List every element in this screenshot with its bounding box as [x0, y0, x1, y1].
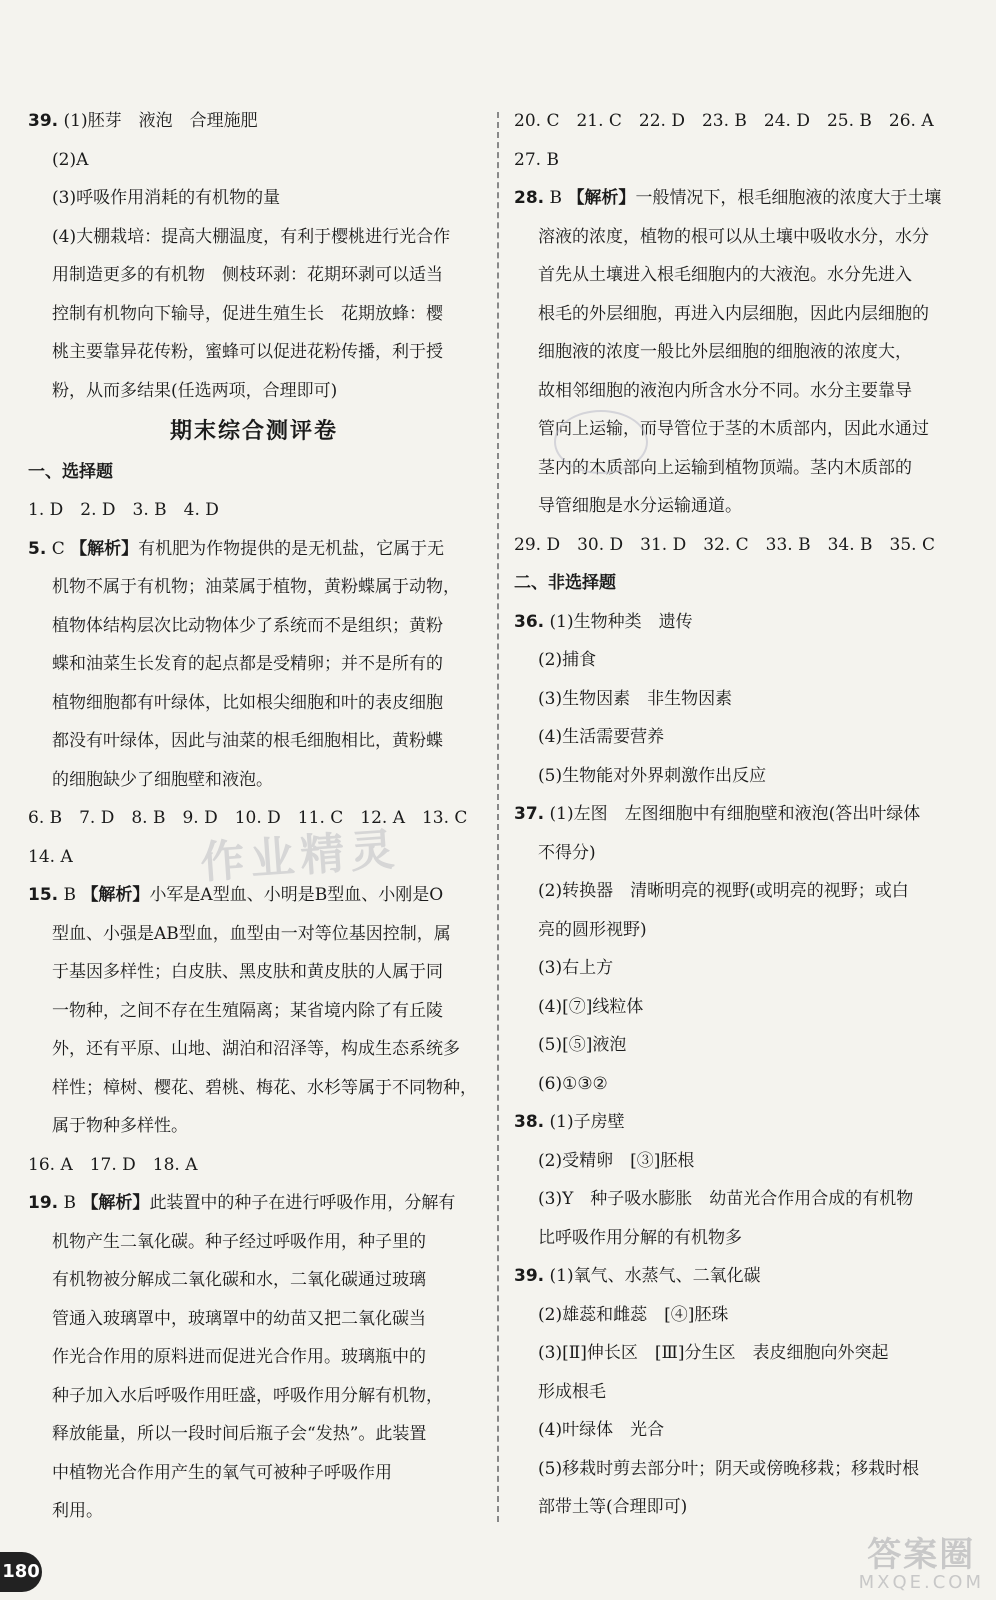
q28-line: 溶液的浓度，植物的根可以从土壤中吸收水分，水分 — [538, 226, 929, 247]
q15-line: 型血、小强是AB型血，血型由一对等位基因控制，属 — [52, 923, 451, 944]
q39-number: 39. — [514, 1266, 545, 1286]
answers-1-4: 1. D 2. D 3. B 4. D — [28, 500, 219, 520]
q5-line: 机物不属于有机物；油菜属于植物，黄粉蝶属于动物， — [52, 577, 460, 597]
q5-answer: C — [51, 538, 65, 559]
q39-left-text: (4)大棚栽培：提高大棚温度，有利于樱桃进行光合作 — [52, 226, 451, 247]
q5-line: 都没有叶绿体，因此与油菜的根毛细胞相比，黄粉蝶 — [52, 731, 443, 751]
q39-line — [514, 1373, 968, 1412]
q39-line — [514, 1334, 968, 1373]
nonchoice-answers — [514, 603, 968, 1527]
q15-number: 15. — [28, 885, 59, 905]
q19-line: 有机物被分解成二氧化碳和水，二氧化碳通过玻璃 — [52, 1270, 426, 1290]
q37-line — [514, 795, 968, 834]
q39-left-text: 粉，从而多结果(任选两项，合理即可) — [52, 380, 338, 401]
q37-text: (5)[⑤]液泡 — [538, 1035, 627, 1055]
q36-number: 36. — [514, 611, 545, 632]
q39-left-text: (2)A — [52, 149, 89, 170]
q39-block — [28, 102, 480, 410]
q15-line: 小军是A型血、小明是B型血、小刚是O — [149, 885, 444, 905]
q19-line: 机物产生二氧化碳。种子经过呼吸作用，种子里的 — [52, 1231, 426, 1252]
q39-left-line — [28, 372, 480, 411]
q15-line: 一物种，之间不存在生殖隔离；某省境内除了有丘陵 — [52, 1000, 443, 1021]
q15-explain-tag: 【解析】 — [81, 885, 150, 905]
q39-left-line — [28, 333, 480, 372]
q28-line: 根毛的外层细胞，再进入内层细胞，因此内层细胞的 — [538, 303, 929, 324]
q38-number: 38. — [514, 1112, 545, 1132]
q5-line: 植物细胞都有叶绿体，比如根尖细胞和叶的表皮细胞 — [52, 692, 443, 713]
q15-line: 于基因多样性；白皮肤、黑皮肤和黄皮肤的人属于同 — [52, 962, 443, 982]
q39-text: 部带土等(合理即可) — [538, 1497, 688, 1517]
q19-line: 种子加入水后呼吸作用旺盛，呼吸作用分解有机物， — [52, 1385, 443, 1406]
q38-line — [514, 1180, 968, 1219]
q28-line: 茎内的木质部向上运输到植物顶端。茎内木质部的 — [538, 457, 912, 478]
q36-text: (1)生物种类 遗传 — [549, 611, 693, 632]
q19-explain-tag: 【解析】 — [81, 1193, 150, 1213]
q19-block — [28, 1184, 480, 1531]
q19-line: 中植物光合作用产生的氧气可被种子呼吸作用 — [52, 1462, 392, 1483]
q5-block — [28, 530, 480, 800]
q39-line — [514, 1257, 968, 1296]
q38-text: (1)子房壁 — [549, 1112, 625, 1132]
q37-text: (1)左图 左图细胞中有细胞壁和液泡(答出叶绿体 — [549, 804, 921, 824]
q37-text: (3)右上方 — [538, 958, 614, 978]
q39-left-text: (3)呼吸作用消耗的有机物的量 — [52, 188, 281, 208]
q37-text: 亮的圆形视野) — [538, 919, 647, 940]
q5-line: 有机肥为作物提供的是无机盐，它属于无 — [138, 538, 445, 559]
q28-answer: B — [549, 188, 563, 208]
q38-line — [514, 1219, 968, 1258]
q5-line: 蝶和油菜生长发育的起点都是受精卵；并不是所有的 — [52, 654, 443, 674]
q15-block — [28, 876, 480, 1146]
page-title: 期末综合测评卷 — [169, 418, 338, 444]
q39-line — [514, 1296, 968, 1335]
q37-line — [514, 949, 968, 988]
q5-line: 植物体结构层次比动物体少了系统而不是组织；黄粉 — [52, 615, 443, 636]
q39-left-line — [28, 256, 480, 295]
answers-14: 14. A — [28, 846, 73, 867]
watermark-cn: 答案圈 — [867, 1535, 976, 1575]
q37-number: 37. — [514, 804, 545, 824]
q39-line — [514, 1450, 968, 1489]
q39-left-line — [28, 179, 480, 218]
q37-text: 不得分) — [538, 842, 596, 863]
q39-left-text: 桃主要靠异花传粉，蜜蜂可以促进花粉传播，利于授 — [52, 342, 443, 362]
q37-line — [514, 1026, 968, 1065]
q19-line: 作光合作用的原料进而促进光合作用。玻璃瓶中的 — [52, 1347, 426, 1367]
q15-line: 样性；樟树、樱花、碧桃、梅花、水杉等属于不同物种， — [52, 1077, 477, 1098]
page-number: 180 — [0, 1552, 42, 1592]
q39-left-text: (1)胚芽 液泡 合理施肥 — [63, 111, 258, 131]
q38-line — [514, 1103, 968, 1142]
q36-line — [514, 603, 968, 642]
q39-left-line — [28, 102, 480, 141]
q37-text: (4)[⑦]线粒体 — [538, 996, 644, 1017]
q38-text: (3)Y 种子吸水膨胀 幼苗光合作用合成的有机物 — [538, 1189, 914, 1209]
q28-explain-tag: 【解析】 — [567, 188, 636, 208]
q28-number: 28. — [514, 188, 545, 208]
q5-number: 5. — [28, 538, 47, 559]
q39-left-number: 39. — [28, 111, 59, 131]
q15-line: 属于物种多样性。 — [52, 1116, 188, 1136]
q36-line — [514, 757, 968, 796]
q38-text: 比呼吸作用分解的有机物多 — [538, 1227, 742, 1248]
q39-text: (2)雄蕊和雌蕊 [④]胚珠 — [538, 1304, 729, 1325]
q28-line: 管向上运输，而导管位于茎的木质部内，因此水通过 — [538, 419, 929, 439]
stamp-mark — [554, 410, 648, 474]
q37-text: (6)①③② — [538, 1073, 608, 1094]
q37-line — [514, 1065, 968, 1104]
q5-line: 的细胞缺少了细胞壁和液泡。 — [52, 769, 273, 790]
q39-left-text: 用制造更多的有机物 侧枝环剥：花期环剥可以适当 — [52, 265, 443, 285]
q36-line — [514, 718, 968, 757]
q19-line: 此装置中的种子在进行呼吸作用，分解有 — [149, 1193, 456, 1213]
q19-answer: B — [63, 1193, 77, 1213]
q19-line: 释放能量，所以一段时间后瓶子会“发热”。此装置 — [52, 1424, 427, 1444]
q39-text: (5)移栽时剪去部分叶；阴天或傍晚移栽；移栽时根 — [538, 1458, 920, 1479]
q19-line: 管通入玻璃罩中，玻璃罩中的幼苗又把二氧化碳当 — [52, 1308, 426, 1329]
column-divider — [497, 112, 499, 1522]
section-heading-choice: 一、选择题 — [28, 461, 113, 482]
q28-block — [514, 179, 968, 526]
q36-line — [514, 641, 968, 680]
q28-line: 首先从土壤进入根毛细胞内的大液泡。水分先进入 — [538, 265, 912, 285]
answers-27: 27. B — [514, 149, 559, 170]
q28-line: 故相邻细胞的液泡内所含水分不同。水分主要靠导 — [538, 380, 912, 401]
q39-line — [514, 1488, 968, 1527]
left-column — [28, 102, 480, 1531]
section-heading-nonchoice: 二、非选择题 — [514, 573, 616, 593]
q28-line: 导管细胞是水分运输通道。 — [538, 496, 742, 516]
q39-left-line — [28, 141, 480, 180]
q28-line: 一般情况下，根毛细胞液的浓度大于土壤 — [635, 188, 942, 208]
q36-text: (5)生物能对外界刺激作出反应 — [538, 765, 767, 786]
q37-line — [514, 834, 968, 873]
answers-29-35: 29. D 30. D 31. D 32. C 33. B 34. B 35. C — [514, 534, 935, 555]
q37-text: (2)转换器 清晰明亮的视野(或明亮的视野；或白 — [538, 881, 909, 901]
q28-line: 细胞液的浓度一般比外层细胞的细胞液的浓度大， — [538, 342, 912, 362]
q39-left-text: 控制有机物向下输导，促进生殖生长 花期放蜂：樱 — [52, 303, 443, 324]
q19-number: 19. — [28, 1193, 59, 1213]
q39-left-line — [28, 218, 480, 257]
q39-text: (1)氧气、水蒸气、二氧化碳 — [549, 1266, 761, 1286]
q5-explain-tag: 【解析】 — [70, 538, 139, 559]
q37-line — [514, 911, 968, 950]
q39-line — [514, 1411, 968, 1450]
q39-text: (3)[Ⅱ]伸长区 [Ⅲ]分生区 表皮细胞向外突起 — [538, 1343, 889, 1363]
q19-line: 利用。 — [52, 1501, 103, 1521]
q36-text: (3)生物因素 非生物因素 — [538, 688, 733, 709]
q36-text: (2)捕食 — [538, 650, 597, 670]
q37-line — [514, 988, 968, 1027]
q36-text: (4)生活需要营养 — [538, 727, 665, 747]
answers-20-26: 20. C 21. C 22. D 23. B 24. D 25. B 26. A — [514, 111, 934, 131]
q15-line: 外，还有平原、山地、湖泊和沼泽等，构成生态系统多 — [52, 1039, 460, 1059]
answers-16-18: 16. A 17. D 18. A — [28, 1154, 198, 1175]
q38-text: (2)受精卵 [③]胚根 — [538, 1150, 695, 1171]
q36-line — [514, 680, 968, 719]
q15-answer: B — [63, 885, 77, 905]
q37-line — [514, 872, 968, 911]
answers-6-13: 6. B 7. D 8. B 9. D 10. D 11. C 12. A 13. C — [28, 808, 468, 828]
right-column — [514, 102, 968, 1527]
q39-text: (4)叶绿体 光合 — [538, 1420, 665, 1440]
faint-watermark: 作业精灵 — [198, 824, 402, 889]
q39-text: 形成根毛 — [538, 1381, 606, 1402]
site-watermark-logo — [858, 1535, 984, 1593]
q39-left-line — [28, 295, 480, 334]
q38-line — [514, 1142, 968, 1181]
watermark-en: MXQE.COM — [858, 1572, 984, 1593]
